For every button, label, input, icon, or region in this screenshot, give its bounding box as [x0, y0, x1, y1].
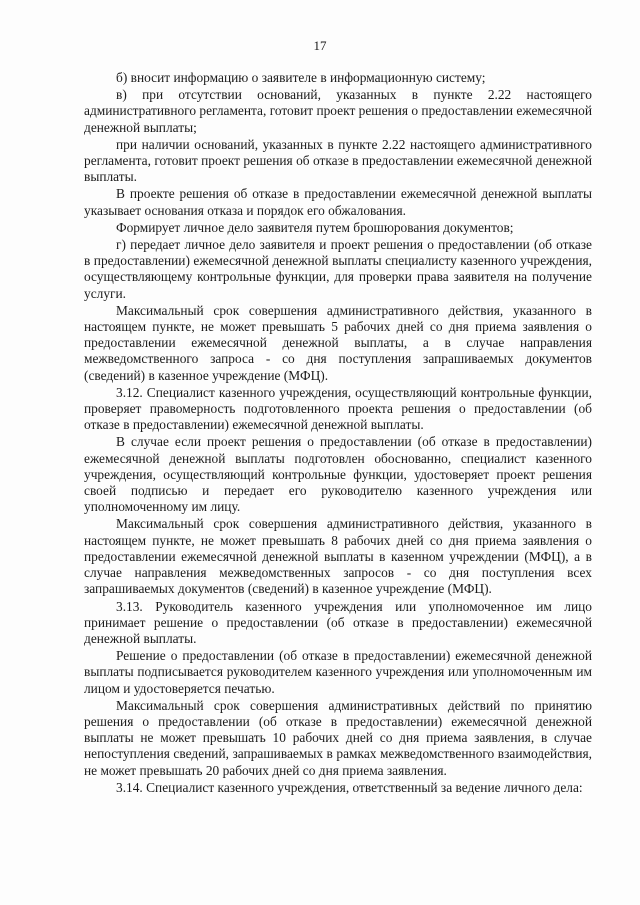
- paragraph: Максимальный срок совершения административного действия, указанного в настоящем пункте, не может превышать 8 рабочих дней со дня приема заявления о предоставлении ежемесячной денежной выплаты в казенном учреждении (МФЦ), а в случае направления межведомственных запросов - со дня поступления всех запрашиваемых документов (сведений) в казенное учреждение (МФЦ).: [84, 516, 592, 597]
- paragraph: 3.14. Специалист казенного учреждения, ответственный за ведение личного дела:: [116, 779, 583, 795]
- paragraph: 3.12. Специалист казенного учреждения, осуществляющий контрольные функции, проверяет правомерность подготовленного проекта решения о предоставлении (об отказе в предоставлении) ежемесячной денежной выплаты.: [84, 384, 592, 433]
- paragraph: В проекте решения об отказе в предоставлении ежемесячной денежной выплаты указывает основания отказа и порядок его обжалования.: [84, 186, 592, 218]
- page-number: 17: [313, 38, 327, 53]
- paragraph: в) при отсутствии оснований, указанных в пункте 2.22 настоящего административного регламента, готовит проект решения о предоставлении ежемесячной денежной выплаты;: [84, 87, 592, 135]
- paragraph: Максимальный срок совершения административных действий по принятию решения о предоставлении (об отказе в предоставлении) ежемесячной денежной выплаты не может превышать 10 рабочих дней со дня приема заявления, в случае непоступления сведений, запрашиваемых в рамках межведомственного взаимодействия, не может превышать 20 рабочих дней со дня приема заявления.: [84, 697, 592, 778]
- document-body: [84, 70, 592, 797]
- paragraph: В случае если проект решения о предоставлении (об отказе в предоставлении) ежемесячной денежной выплаты подготовлен обоснованно, специалист казенного учреждения, осуществляющий контрольные функции, удостоверяет проект решения своей подписью и передает его руководителю казенного учреждения или уполномоченному им лицу.: [84, 434, 592, 515]
- paragraph: Решение о предоставлении (об отказе в предоставлении) ежемесячной денежной выплаты подписывается руководителем казенного учреждения или уполномоченным им лицом и удостоверяется печатью.: [84, 648, 592, 696]
- paragraph: при наличии оснований, указанных в пункте 2.22 настоящего административного регламента, готовит проект решения об отказе в предоставлении ежемесячной денежной выплаты.: [84, 136, 592, 185]
- paragraph: г) передает личное дело заявителя и проект решения о предоставлении (об отказе в предоставлении) ежемесячной денежной выплаты специалисту казенного учреждения, осуществляющему контрольные функции, для проверки права заявителя на получение услуги.: [84, 237, 592, 301]
- paragraph: Максимальный срок совершения административного действия, указанного в настоящем пункте, не может превышать 5 рабочих дней со дня приема заявления о предоставлении ежемесячной денежной выплаты, а в случае направления межведомственного запроса - со дня поступления запрашиваемых документов (сведений) в казенное учреждение (МФЦ).: [84, 302, 592, 383]
- paragraph: б) вносит информацию о заявителе в информационную систему;: [116, 70, 486, 85]
- paragraph: Формирует личное дело заявителя путем брошюрования документов;: [116, 219, 514, 235]
- paragraph: 3.13. Руководитель казенного учреждения или уполномоченное им лицо принимает решение о предоставлении (об отказе в предоставлении) ежемесячной денежной выплаты.: [84, 598, 592, 646]
